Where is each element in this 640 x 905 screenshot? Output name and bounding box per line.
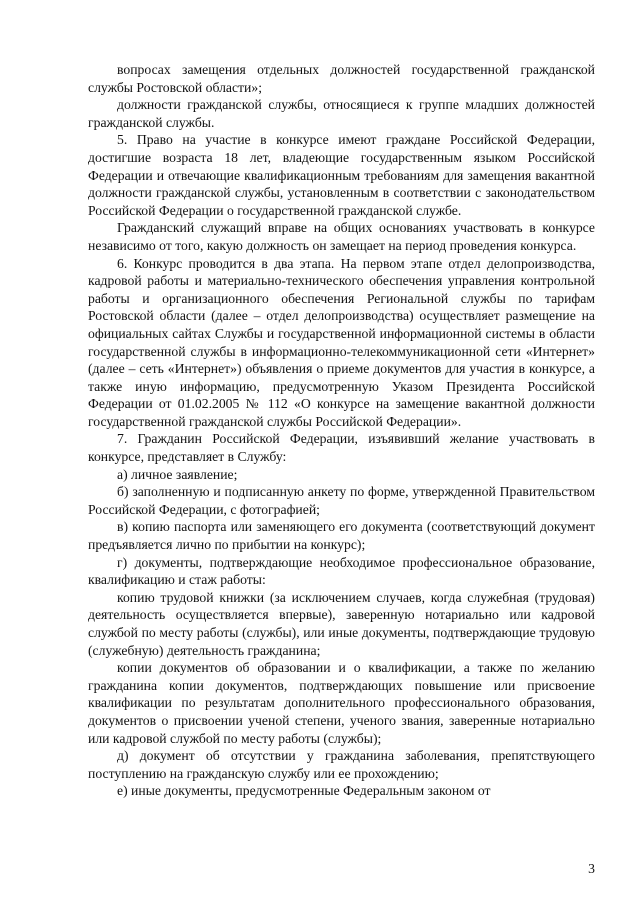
paragraph-4: Гражданский служащий вправе на общих основаниях участвовать в конкурсе независимо от того, какую должность он замещает на период проведения конкурса. [88, 220, 595, 253]
paragraph-12: копии документов об образовании и о квалификации, а также по желанию гражданина копии документов, подтверждающих повышение или присвоение квалификации по результатам дополнительного профессионального образования, документов о присвоении ученой степени, ученого звания, заверенные нотариально или кадровой службой по месту работы (службы); [88, 660, 595, 746]
paragraph-14: е) иные документы, предусмотренные Федеральным законом от [117, 783, 491, 799]
paragraph-5: 6. Конкурс проводится в два этапа. На первом этапе отдел делопроизводства, кадровой работы и материально-технического обеспечения управления контрольной работы и организационного обеспечения Региональной службы по тарифам Ростовской области (далее – отдел делопроизводства) осуществляет размещение на официальных сайтах Службы и государственной информационной системы в области государственной службы в информационно-телекоммуникационной сети «Интернет» (далее – сеть «Интернет») объявления о приеме документов для участия в конкурсе, а также иную информацию, предусмотренную Указом Президента Российской Федерации от 01.02.2005 № 112 «О конкурсе на замещение вакантной должности государственной гражданской службы Российской Федерации». [88, 255, 595, 429]
document-body [88, 61, 595, 800]
paragraph-7: а) личное заявление; [117, 466, 238, 482]
paragraph-8: б) заполненную и подписанную анкету по форме, утвержденной Правительством Российской Федерации, с фотографией; [88, 484, 595, 517]
paragraph-6: 7. Гражданин Российской Федерации, изъявивший желание участвовать в конкурсе, представляет в Службу: [88, 431, 595, 465]
paragraph-1: вопросах замещения отдельных должностей государственной гражданской службы Ростовской области»; [88, 62, 595, 95]
paragraph-2: должности гражданской службы, относящиеся к группе младших должностей гражданской службы. [88, 97, 595, 130]
page-number: 3 [588, 861, 595, 876]
paragraph-10: г) документы, подтверждающие необходимое профессиональное образование, квалификацию и стаж работы: [88, 554, 595, 588]
paragraph-11: копию трудовой книжки (за исключением случаев, когда служебная (трудовая) деятельность осуществляется впервые), заверенную нотариально или кадровой службой по месту работы (службы), или иные документы, подтверждающие трудовую (служебную) деятельность гражданина; [88, 589, 595, 658]
paragraph-9: в) копию паспорта или заменяющего его документа (соответствующий документ предъявляется лично по прибытии на конкурс); [88, 519, 595, 553]
paragraph-13: д) документ об отсутствии у гражданина заболевания, препятствующего поступлению на гражданскую службу или ее прохождению; [88, 748, 595, 781]
paragraph-3: 5. Право на участие в конкурсе имеют граждане Российской Федерации, достигшие возраста 18 лет, владеющие государственным языком Российской Федерации и отвечающие квалификационным требованиям для замещения вакантной должности гражданской службы, установленным в соответствии с законодательством Российской Федерации о государственной гражданской службе. [88, 132, 595, 218]
